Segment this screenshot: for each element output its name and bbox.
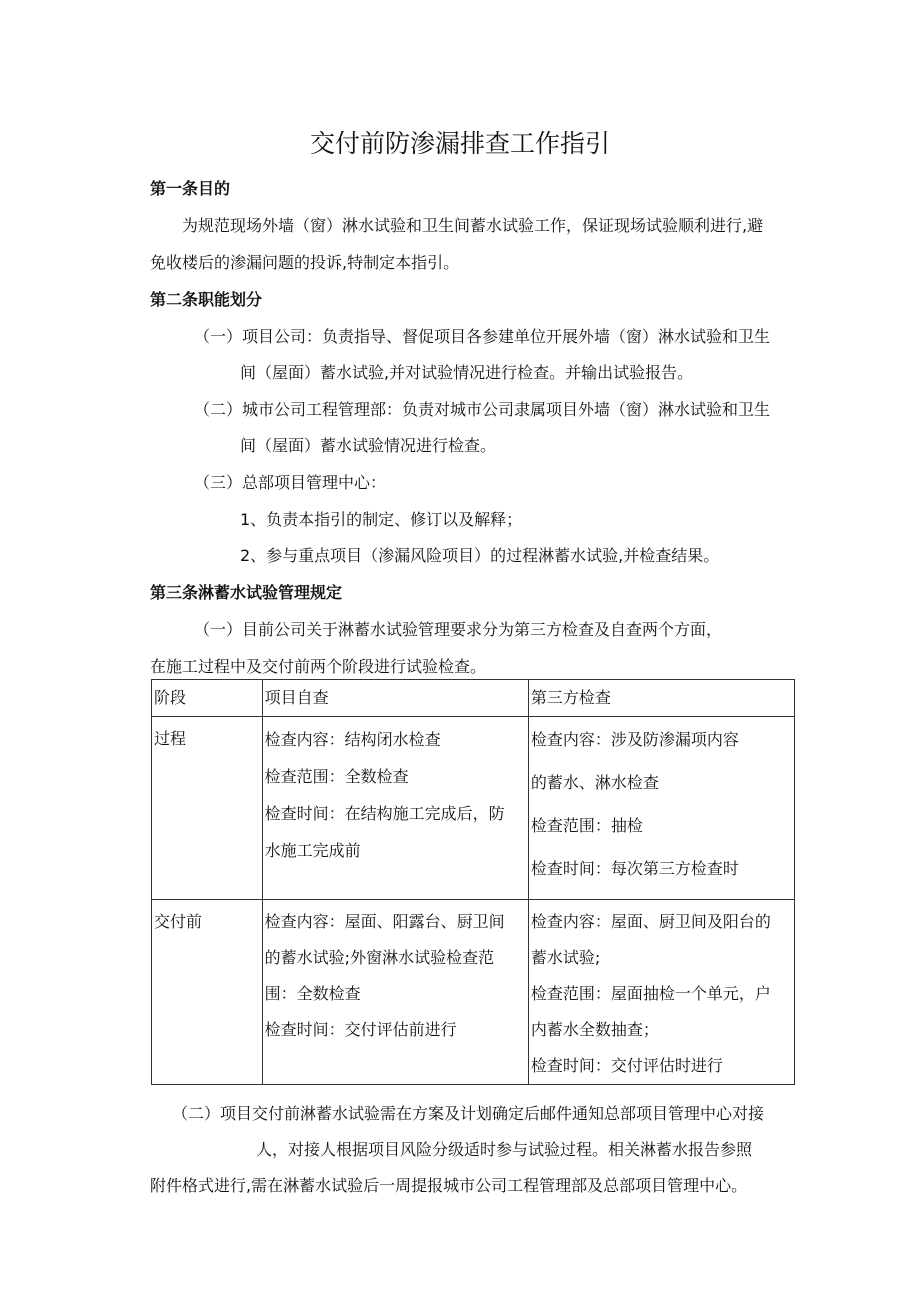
table-header-cell: 项目自查	[262, 680, 528, 717]
stage-label: 过程	[154, 729, 187, 748]
article-3-item-1: 在施工过程中及交付前两个阶段进行试验检查。	[150, 657, 487, 676]
table-header-cell: 第三方检查	[528, 680, 794, 717]
article-2-item-2: 间（屋面）蓄水试验情况进行检查。	[240, 436, 497, 455]
article-3-heading: 第三条淋蓄水试验管理规定	[150, 583, 343, 602]
cell-line: 检查内容：结构闭水检查	[264, 730, 441, 749]
cell-line: 检查内容：涉及防渗漏项内容	[530, 730, 739, 749]
cell-line: 检查时间：交付评估前进行	[264, 1020, 457, 1039]
cell-line: 的蓄水试验;外窗淋水试验检查范	[264, 948, 495, 967]
article-3-item-2: 人，对接人根据项目风险分级适时参与试验过程。相关淋蓄水报告参照	[256, 1140, 753, 1159]
cell-line: 检查时间：交付评估时进行	[530, 1056, 723, 1075]
cell-line: 检查范围：全数检查	[264, 767, 409, 786]
article-3-item-2: （二）项目交付前淋蓄水试验需在方案及计划确定后邮件通知总部项目管理中心对接	[172, 1104, 765, 1123]
article-1-text: 为规范现场外墙（窗）淋水试验和卫生间蓄水试验工作，保证现场试验顺利进行,避	[182, 216, 764, 235]
article-2-item-2: （二）城市公司工程管理部：负责对城市公司隶属项目外墙（窗）淋水试验和卫生	[194, 400, 771, 419]
cell-line: 蓄水试验;	[530, 948, 601, 967]
cell-line: 检查时间：每次第三方检查时	[530, 859, 739, 878]
article-2-item-1: （一）项目公司：负责指导、督促项目各参建单位开展外墙（窗）淋水试验和卫生	[194, 327, 771, 346]
table-cell-third-party	[528, 717, 794, 900]
cell-line: 的蓄水、淋水检查	[530, 773, 659, 792]
article-3-item-2: 附件格式进行,需在淋蓄水试验后一周提报城市公司工程管理部及总部项目管理中心。	[150, 1176, 748, 1195]
article-2-item-3: （三）总部项目管理中心：	[194, 473, 387, 492]
inspection-table	[151, 679, 795, 1085]
article-2-subitem-2: 2、参与重点项目（渗漏风险项目）的过程淋蓄水试验,并检查结果。	[240, 546, 720, 565]
article-2-subitem-1: 1、负责本指引的制定、修订以及解释；	[240, 510, 523, 529]
cell-line: 检查时间：在结构施工完成后，防	[264, 804, 505, 823]
cell-line: 水施工完成前	[264, 841, 361, 860]
table-row	[152, 717, 795, 900]
article-2-item-1: 间（屋面）蓄水试验,并对试验情况进行检查。并输出试验报告。	[240, 363, 694, 382]
table-cell-self-check	[262, 717, 528, 900]
table-cell-stage	[152, 717, 263, 900]
table-cell-stage	[152, 900, 263, 1085]
stage-label: 交付前	[154, 912, 203, 931]
cell-line: 检查内容：屋面、厨卫间及阳台的	[530, 912, 771, 931]
page-title: 交付前防渗漏排查工作指引	[309, 129, 610, 158]
cell-line: 检查范围：抽检	[530, 816, 643, 835]
table-header-row	[152, 680, 795, 717]
article-2-heading: 第二条职能划分	[150, 290, 263, 309]
table-header-cell: 阶段	[152, 680, 263, 717]
cell-line: 检查范围：屋面抽检一个单元，户	[530, 984, 771, 1003]
cell-line: 内蓄水全数抽查；	[530, 1020, 659, 1039]
article-1-text: 免收楼后的渗漏问题的投诉,特制定本指引。	[150, 253, 460, 272]
table-cell-self-check	[262, 900, 528, 1085]
table-cell-third-party	[528, 900, 794, 1085]
cell-line: 围：全数检查	[264, 984, 361, 1003]
article-1-heading: 第一条目的	[150, 179, 231, 198]
table-row	[152, 900, 795, 1085]
article-3-item-1: （一）目前公司关于淋蓄水试验管理要求分为第三方检查及自查两个方面，	[194, 620, 723, 639]
cell-line: 检查内容：屋面、阳露台、厨卫间	[264, 912, 505, 931]
